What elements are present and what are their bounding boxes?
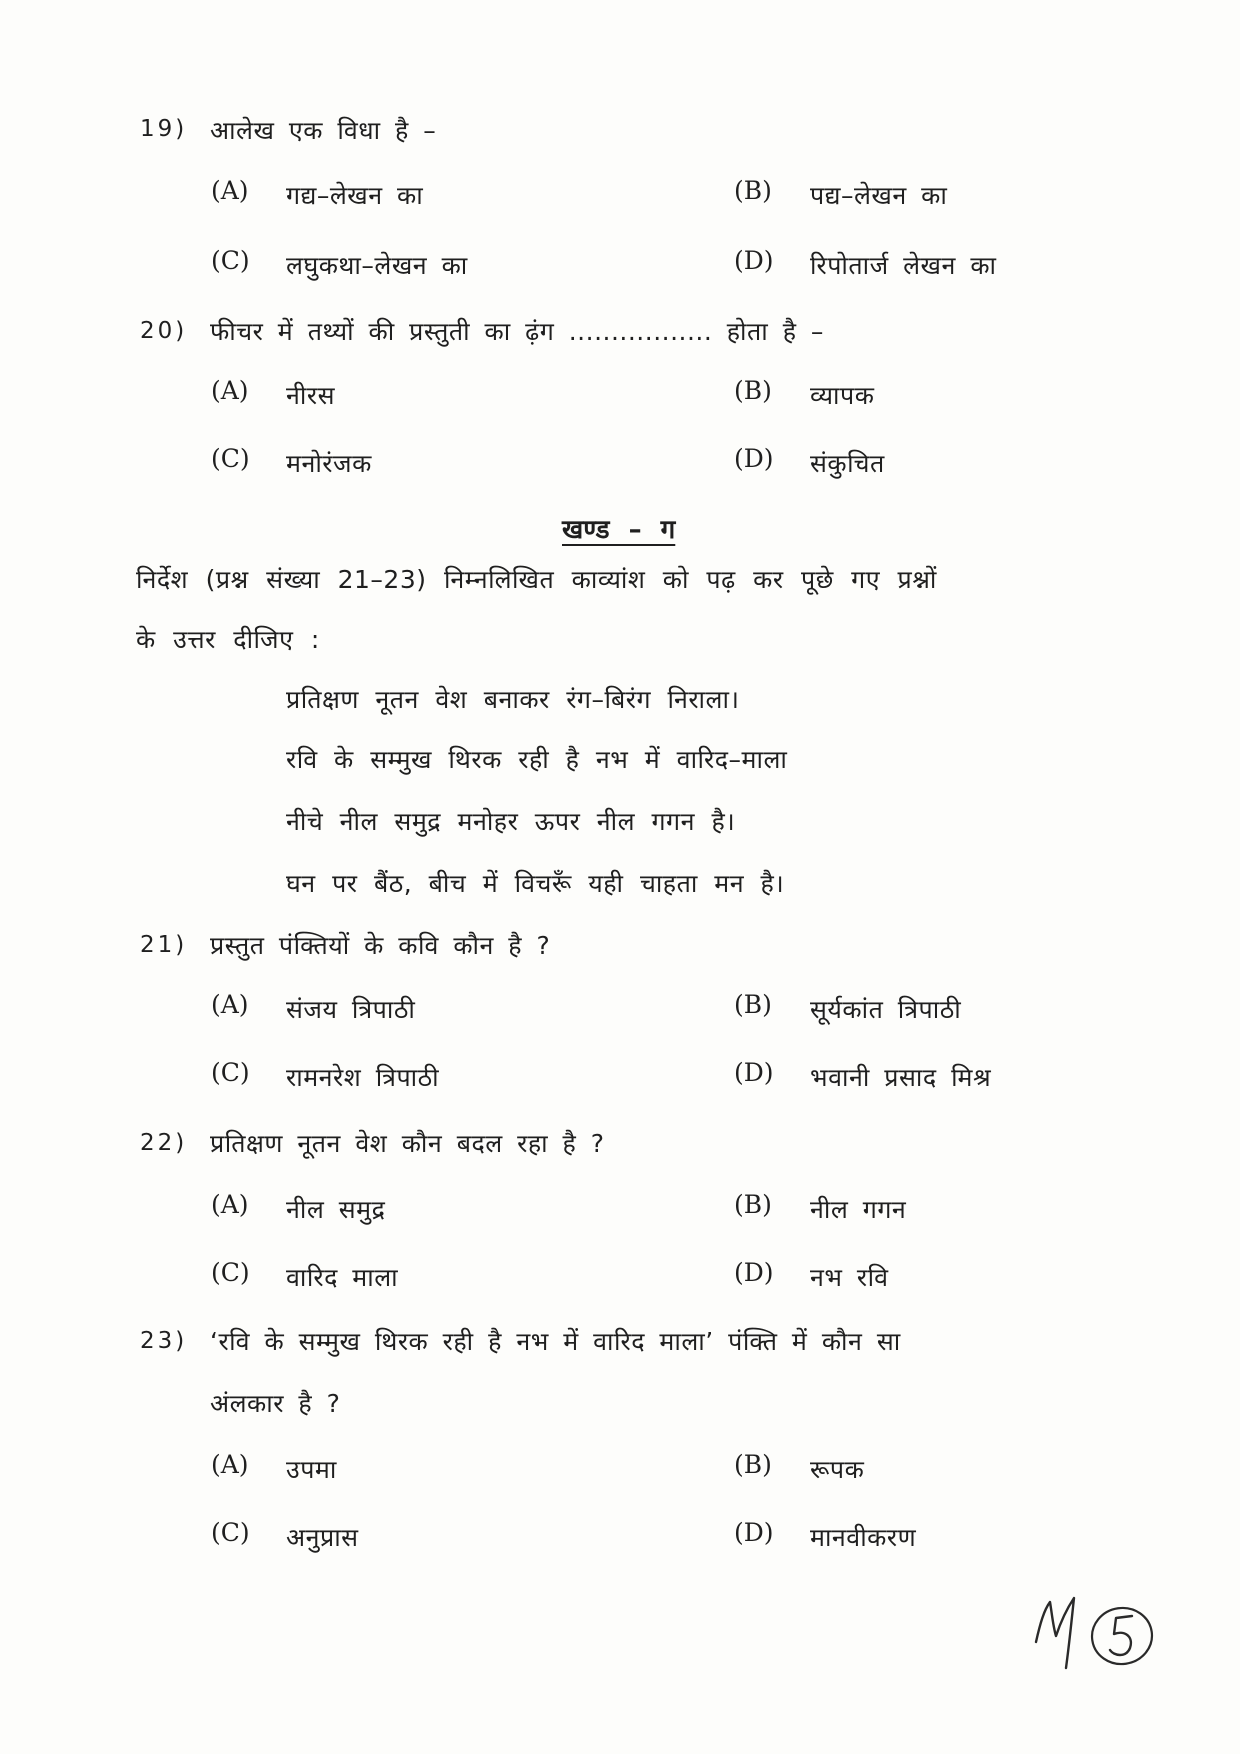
- option-text: उपमा: [286, 1455, 337, 1484]
- option-text: पद्य–लेखन का: [810, 181, 948, 210]
- question-number: 20): [140, 318, 188, 344]
- option-text: वारिद माला: [286, 1263, 399, 1292]
- option-text: नीरस: [286, 381, 335, 410]
- option-letter: (A): [211, 1190, 249, 1219]
- option-letter: (D): [734, 246, 774, 275]
- option-text: रिपोतार्ज लेखन का: [810, 251, 997, 280]
- option-letter: (B): [734, 1190, 772, 1219]
- option-letter: (B): [734, 176, 772, 205]
- option-text: सूर्यकांत त्रिपाठी: [810, 995, 962, 1024]
- instruction-text: निर्देश (प्रश्न संख्या 21–23) निम्नलिखित काव्यांश को पढ़ कर पूछे गए प्रश्नों: [136, 565, 937, 594]
- option-letter: (A): [211, 176, 249, 205]
- section-title: खण्ड – ग: [562, 515, 676, 545]
- option-text: नभ रवि: [810, 1263, 889, 1292]
- option-text: मानवीकरण: [810, 1523, 917, 1552]
- question-number: 23): [140, 1328, 188, 1354]
- question-text-continued: अंलकार है ?: [210, 1389, 341, 1418]
- option-letter: (C): [211, 444, 250, 473]
- option-letter: (C): [211, 246, 250, 275]
- option-letter: (B): [734, 376, 772, 405]
- option-text: रामनरेश त्रिपाठी: [286, 1063, 440, 1092]
- question-text: आलेख एक विधा है –: [210, 116, 437, 145]
- option-letter: (A): [211, 990, 249, 1019]
- option-letter: (D): [734, 1058, 774, 1087]
- question-text: ‘रवि के सम्मुख थिरक रही है नभ में वारिद माला’ पंक्ति में कौन सा: [210, 1327, 901, 1356]
- option-letter: (C): [211, 1518, 250, 1547]
- question-text: प्रतिक्षण नूतन वेश कौन बदल रहा है ?: [210, 1129, 605, 1158]
- question-number: 19): [140, 116, 188, 142]
- instruction-text: के उत्तर दीजिए :: [136, 625, 320, 654]
- option-text: नील समुद्र: [286, 1195, 386, 1224]
- option-text: भवानी प्रसाद मिश्र: [810, 1063, 992, 1092]
- poem-line: नीचे नील समुद्र मनोहर ऊपर नील गगन है।: [286, 807, 736, 836]
- option-text: संकुचित: [810, 449, 885, 478]
- question-number: 22): [140, 1130, 188, 1156]
- option-letter: (B): [734, 990, 772, 1019]
- option-letter: (D): [734, 1518, 774, 1547]
- poem-line: प्रतिक्षण नूतन वेश बनाकर रंग–बिरंग निराला।: [286, 685, 740, 714]
- option-letter: (B): [734, 1450, 772, 1479]
- option-letter: (C): [211, 1058, 250, 1087]
- option-text: गद्य–लेखन का: [286, 181, 424, 210]
- option-text: नील गगन: [810, 1195, 907, 1224]
- option-letter: (A): [211, 1450, 249, 1479]
- option-letter: (C): [211, 1258, 250, 1287]
- option-letter: (D): [734, 1258, 774, 1287]
- option-text: रूपक: [810, 1455, 865, 1484]
- option-text: लघुकथा–लेखन का: [286, 251, 468, 280]
- option-letter: (D): [734, 444, 774, 473]
- poem-line: घन पर बैंठ, बीच में विचरूँ यही चाहता मन है।: [286, 869, 785, 898]
- question-text: फीचर में तथ्यों की प्रस्तुती का ढ़ंग ................. होता है –: [210, 317, 824, 346]
- option-text: संजय त्रिपाठी: [286, 995, 416, 1024]
- option-text: मनोरंजक: [286, 449, 372, 478]
- option-text: व्यापक: [810, 381, 875, 410]
- option-letter: (A): [211, 376, 249, 405]
- question-text: प्रस्तुत पंक्तियों के कवि कौन है ?: [210, 931, 551, 960]
- poem-line: रवि के सम्मुख थिरक रही है नभ में वारिद–माला: [286, 745, 788, 774]
- question-number: 21): [140, 932, 188, 958]
- option-text: अनुप्रास: [286, 1523, 359, 1552]
- handwritten-initial-icon: [1020, 1580, 1170, 1690]
